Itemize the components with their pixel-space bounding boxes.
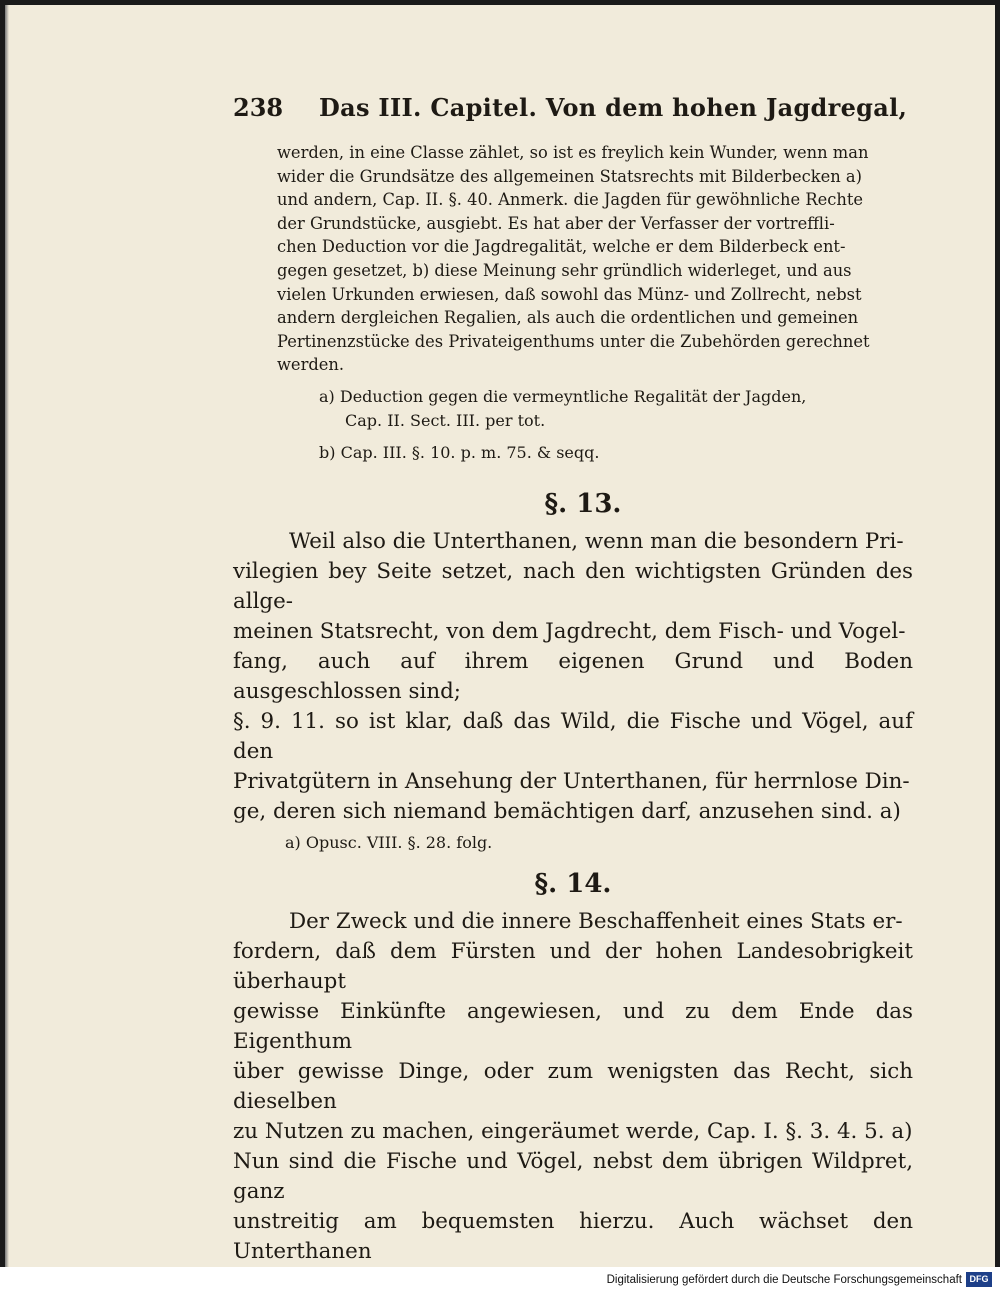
book-page [5,5,995,1267]
text-line: §. 9. 11. so ist klar, daß das Wild, die Fische und Vögel, auf den [233,708,913,764]
text-line: gewisse Einkünfte angewiesen, und zu dem Ende das Eigenthum [233,998,913,1054]
text-line-indent: Der Zweck und die innere Beschaffenheit eines Stats er- [289,908,903,934]
text-line: ge, deren sich niemand bemächtigen darf, anzusehen sind. a) [233,798,901,824]
page-number: 238 [233,93,284,122]
text-line: Privatgütern in Ansehung der Unterthanen, für herrnlose Din- [233,768,910,794]
dfg-logo-icon[interactable]: DFG [966,1272,992,1287]
continued-paragraph [277,141,913,377]
text-line: andern dergleichen Regalien, als auch die ordentlichen und gemeinen [277,308,859,328]
text-line: und andern, Cap. II. §. 40. Anmerk. die Jagden für gewöhnliche Rechte [277,190,864,210]
page-edge-shadow [5,5,9,1267]
text-line: vielen Urkunden erwiesen, daß sowohl das Münz- und Zollrecht, nebst [277,284,862,304]
running-title: Das III. Capitel. Von dem hohen Jagdregal, [319,93,908,122]
text-line: wider die Grundsätze des allgemeinen Statsrechts mit Bilderbecken a) [277,166,862,186]
digitization-footer [0,1267,1000,1293]
funding-notice: Digitalisierung gefördert durch die Deutsche Forschungsgemeinschaft [606,1274,962,1286]
text-line: Pertinenzstücke des Privateigenthums unter die Zubehörden gerechnet [277,331,870,351]
footnote-section-13: a) Opusc. VIII. §. 28. folg. [285,832,493,852]
text-line: fang, auch auf ihrem eigenen Grund und Boden ausgeschlossen sind; [233,648,913,704]
footnote-b: b) Cap. III. §. 10. p. m. 75. & seqq. [319,442,600,462]
section-heading-13: §. 13. [544,488,622,519]
text-line: unstreitig am bequemsten hierzu. Auch wächset den Unterthanen [233,1208,913,1264]
section-heading-14: §. 14. [534,868,612,899]
text-line [233,907,913,937]
text-line-indent: Weil also die Unterthanen, wenn man die besondern Pri- [289,528,904,554]
text-line: werden. [277,355,345,375]
text-line: chen Deduction vor die Jagdregalität, welche er dem Bilderbeck ent- [277,237,846,257]
text-line [233,527,913,557]
section-14-paragraph [233,907,913,1267]
text-line: werden, in eine Classe zählet, so ist es freylich kein Wunder, wenn man [277,143,869,162]
page-header [233,93,913,133]
text-line: meinen Statsrecht, von dem Jagdrecht, dem Fisch- und Vogel- [233,618,906,644]
page-content [233,93,913,1267]
text-line: zu Nutzen zu machen, eingeräumet werde, Cap. I. §. 3. 4. 5. a) [233,1118,913,1144]
text-line: Nun sind die Fische und Vögel, nebst dem übrigen Wildpret, ganz [233,1148,913,1204]
text-line: fordern, daß dem Fürsten und der hohen Landesobrigkeit überhaupt [233,938,913,994]
section-13-paragraph [233,527,913,827]
footnote-a: a) Deduction gegen die vermeyntliche Regalität der Jagden, [319,386,807,406]
text-line: der Grundstücke, ausgiebt. Es hat aber der Verfasser der vortreffli- [277,213,835,233]
footnote-a-continued: Cap. II. Sect. III. per tot. [345,410,546,430]
text-line: gegen gesetzet, b) diese Meinung sehr gründlich widerleget, und aus [277,260,852,280]
text-line: über gewisse Dinge, oder zum wenigsten das Recht, sich dieselben [233,1058,913,1114]
text-line: vilegien bey Seite setzet, nach den wichtigsten Gründen des allge- [233,558,913,614]
